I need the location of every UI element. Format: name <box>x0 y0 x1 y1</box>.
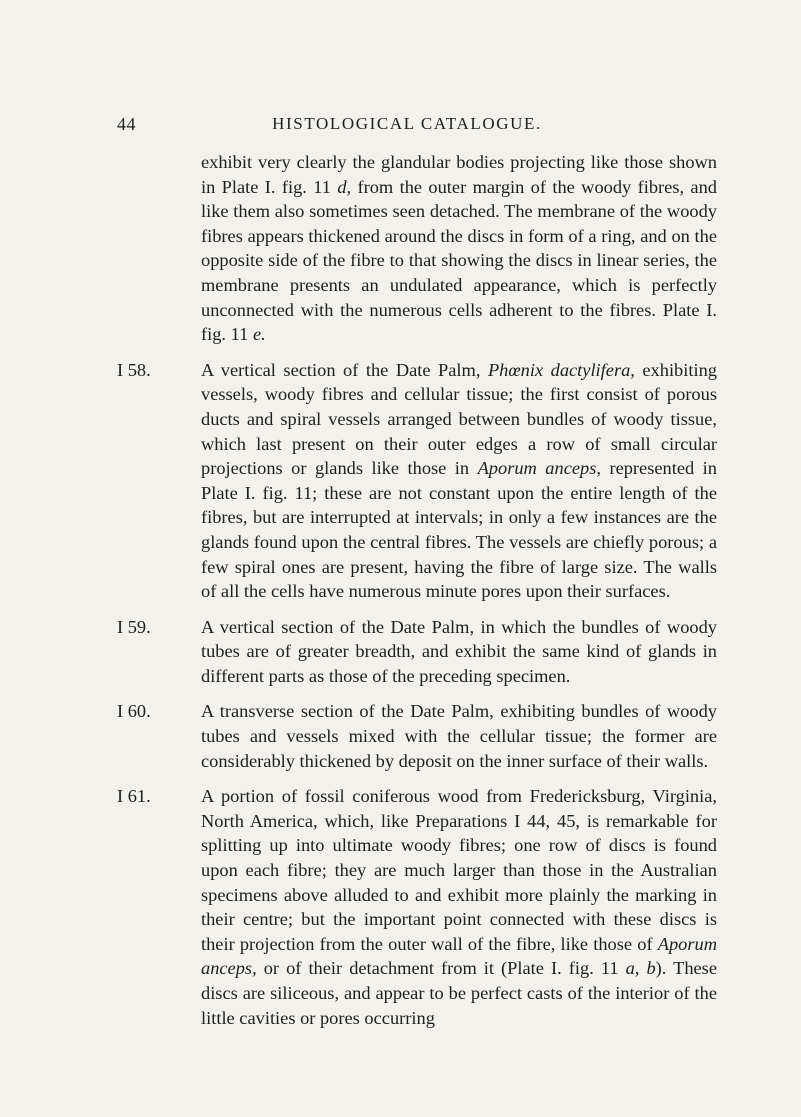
species-name: Phœnix dactylifera, <box>487 359 635 380</box>
entry-number: I 61. <box>117 786 151 807</box>
entry-number: I 59. <box>117 616 151 637</box>
text-segment: or of their detachment from it (Plate I. fig. 11 <box>256 958 626 979</box>
text-segment: represented in Plate I. fig. 11; these are not constant upon the entire length of the fibres, but are interrupted at intervals; in only a few instances are the glands found upon the central fibres. The vessels are chiefly porous; a few spiral ones are present, having the fibre of large size. The walls of all the cells have numerous minute pores upon their surfaces. <box>201 458 717 602</box>
text-segment: exhibiting vessels, woody fibres and cellular tissue; the first consist of porous ducts and spiral vessels arranged between bundles of woody tissue, which last present on their outer edges a row of small circular projections or glands like those in <box>201 359 717 479</box>
italic-letter: e. <box>252 324 266 345</box>
continued-paragraph <box>117 150 717 347</box>
italic-letter: d, <box>337 176 352 197</box>
species-name: Aporum anceps, <box>201 933 717 979</box>
running-head: HISTOLOGICAL CATALOGUE. <box>272 114 542 133</box>
text-segment: from the outer margin of the woody fibres, and like them also sometimes seen detached. The membrane of the woody fibres appears thickened around the discs in form of a ring, and on the opposite side of the fibre to that showing the discs in linear series, the membrane presents an undulated appearance, which is perfectly unconnected with the numerous cells adherent to the fibres. Plate I. fig. 11 <box>201 176 717 345</box>
text-segment: exhibit very clearly the glandular bodies projecting like those shown in Plate I. fig. 11 <box>201 152 717 197</box>
catalogue-entry-i58 <box>117 358 717 604</box>
body-text <box>117 150 717 1030</box>
catalogue-entry-i60 <box>117 699 717 773</box>
entry-number: I 58. <box>117 359 151 380</box>
text-segment: A portion of fossil coniferous wood from Fredericksburg, Virginia, North America, which, like Preparations I 44, 45, is remarkable for splitting up into ultimate woody fibres; one row of discs is found upon each fibre; they are much larger than those in the Australian specimens above alluded to and exhibit more plainly the marking in their centre; but the important point connected with these discs is their projection from the outer wall of the fibre, like those of <box>201 786 717 954</box>
page-header <box>117 114 697 140</box>
italic-letter: a, b <box>625 958 656 979</box>
entry-text <box>201 784 717 1030</box>
text-segment: ). These discs are siliceous, and appear to be perfect casts of the interior of the little cavities or pores occurring <box>201 958 718 1028</box>
text-segment: A vertical section of the Date Palm, <box>201 359 488 380</box>
catalogue-entry-i59 <box>117 615 717 689</box>
catalogue-entry-i61 <box>117 784 717 1030</box>
entry-text <box>201 358 717 604</box>
entry-text: A vertical section of the Date Palm, in which the bundles of woody tubes are of greater breadth, and exhibit the same kind of glands in different parts as those of the preceding specimen. <box>201 616 717 686</box>
species-name: Aporum anceps, <box>477 458 601 479</box>
entry-number: I 60. <box>117 701 151 722</box>
page-number: 44 <box>117 114 136 134</box>
entry-text: A transverse section of the Date Palm, exhibiting bundles of woody tubes and vessels mixed with the cellular tissue; the former are considerably thickened by deposit on the inner surface of their walls. <box>201 701 717 771</box>
